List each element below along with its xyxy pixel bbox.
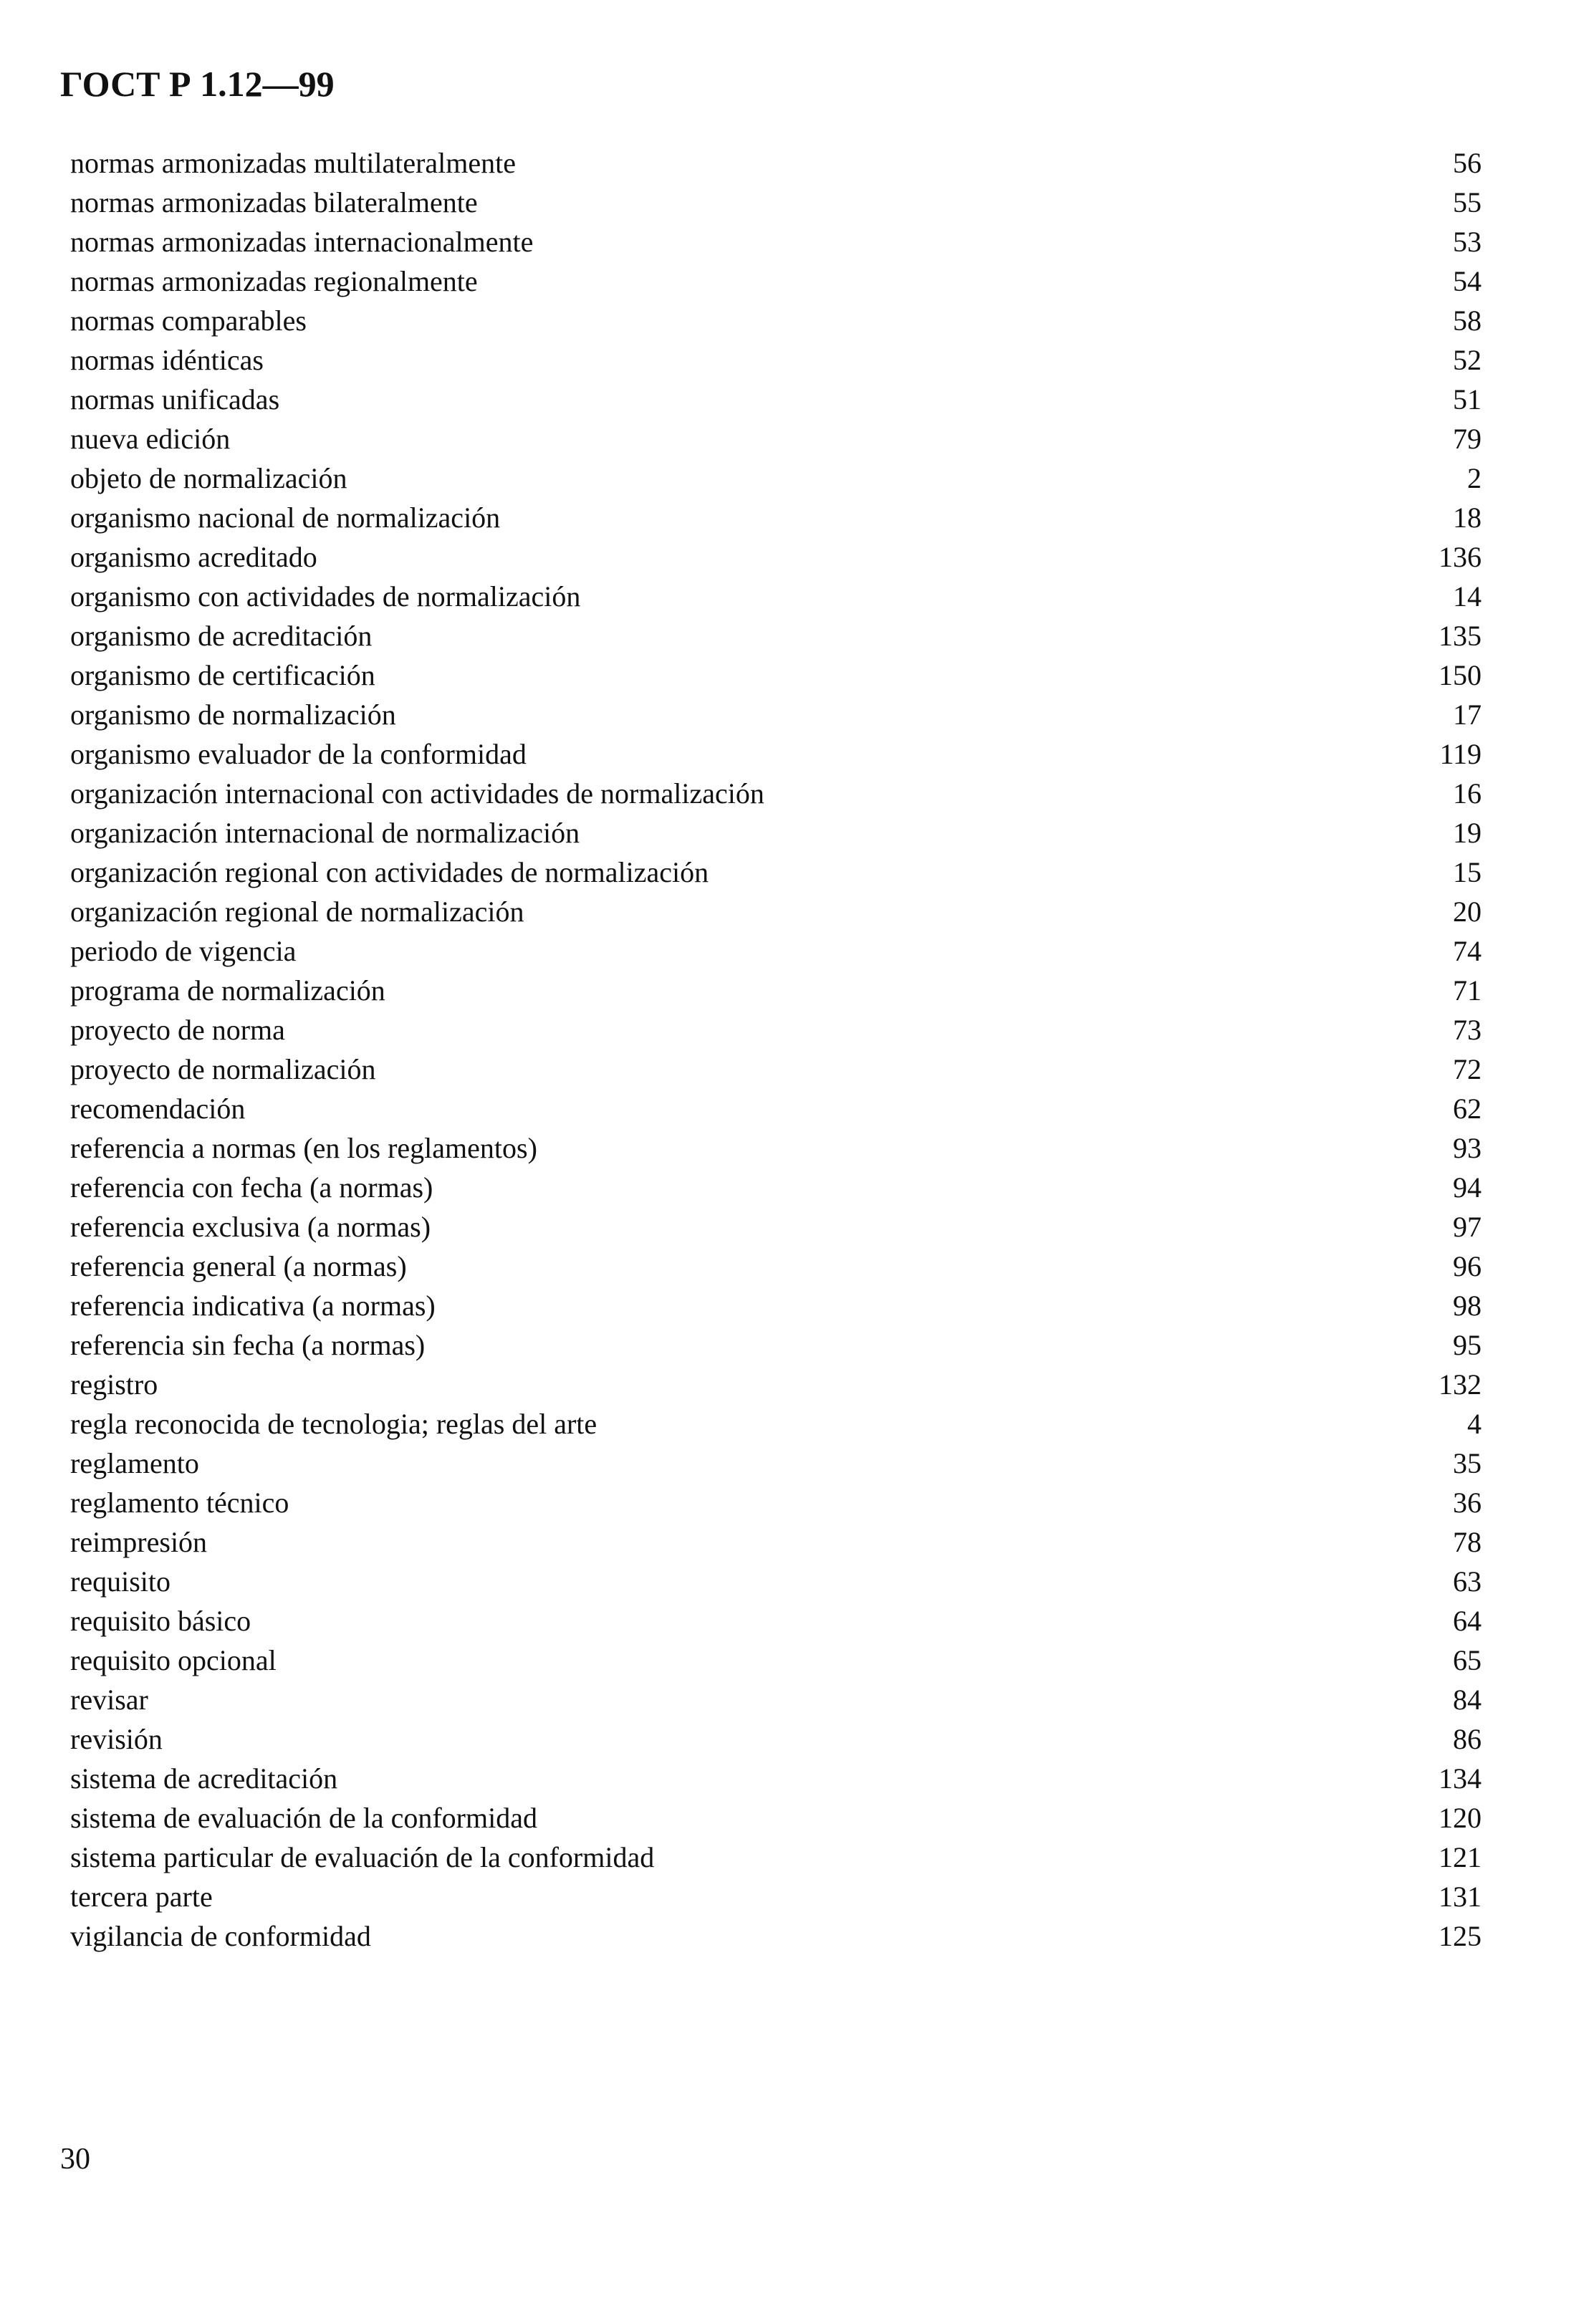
index-term: periodo de vigencia [70,935,297,967]
index-entry [70,380,1482,419]
index-number: 86 [1453,1723,1482,1755]
index-number: 125 [1439,1920,1482,1952]
index-entry [70,1483,1482,1522]
index-entry [70,1325,1482,1365]
index-entry [70,931,1482,971]
index-entry [70,616,1482,656]
index-number: 97 [1453,1211,1482,1243]
index-entry [70,222,1482,261]
index-number: 131 [1439,1881,1482,1913]
index-number: 119 [1439,738,1482,770]
index-number: 17 [1453,698,1482,731]
index-number: 71 [1453,974,1482,1007]
index-entry [70,1719,1482,1759]
index-entry [70,971,1482,1010]
page-header: ГОСТ Р 1.12—99 [60,64,335,104]
index-number: 74 [1453,935,1482,967]
index-entry [70,1286,1482,1325]
index-term: tercera parte [70,1881,213,1913]
index-entry [70,1601,1482,1641]
index-number: 18 [1453,501,1482,534]
index-term: objeto de normalización [70,462,347,494]
index-term: organismo nacional de normalización [70,501,501,534]
index-entry [70,537,1482,577]
index-number: 134 [1439,1762,1482,1795]
index-term: organización regional con actividades de normalización [70,856,709,888]
index-term: organización internacional con actividades de normalización [70,777,764,810]
index-term: revisar [70,1684,148,1716]
index-term: reimpresión [70,1526,208,1558]
index-term: referencia a normas (en los reglamentos) [70,1132,537,1164]
index-entry [70,1050,1482,1089]
index-entry [70,183,1482,222]
index-term: organización regional de normalización [70,895,524,928]
index-term: referencia sin fecha (a normas) [70,1329,426,1361]
page-number: 30 [60,2143,90,2176]
index-number: 36 [1453,1487,1482,1519]
index-entry [70,498,1482,537]
index-term: requisito opcional [70,1644,277,1676]
index-entry [70,1759,1482,1798]
index-entry [70,1089,1482,1128]
index-number: 55 [1453,186,1482,219]
index-number: 135 [1439,620,1482,652]
index-entry [70,261,1482,301]
index-term: requisito [70,1565,171,1598]
index-entry [70,419,1482,458]
index-entry [70,1128,1482,1168]
index-entry [70,1207,1482,1247]
index-entry [70,301,1482,340]
index-number: 84 [1453,1684,1482,1716]
index-entry [70,143,1482,183]
index-term: nueva edición [70,423,231,455]
index-term: revisión [70,1723,163,1755]
index-term: organismo de certificación [70,659,375,691]
index-number: 54 [1453,265,1482,297]
index-number: 62 [1453,1093,1482,1125]
index-term: organismo de acreditación [70,620,373,652]
index-entry [70,1877,1482,1916]
index-number: 14 [1453,580,1482,613]
index-number: 96 [1453,1250,1482,1282]
index-number: 132 [1439,1368,1482,1401]
index-number: 15 [1453,856,1482,888]
index-term: referencia general (a normas) [70,1250,407,1282]
index-entry [70,1916,1482,1956]
index-term: proyecto de normalización [70,1053,376,1085]
index-number: 79 [1453,423,1482,455]
index-term: recomendación [70,1093,246,1125]
index-number: 64 [1453,1605,1482,1637]
index-entry [70,1247,1482,1286]
index-term: referencia con fecha (a normas) [70,1171,433,1204]
index-number: 51 [1453,383,1482,416]
index-entry [70,1680,1482,1719]
index-entry [70,1838,1482,1877]
index-number: 73 [1453,1014,1482,1046]
index-entry [70,695,1482,734]
index-entry [70,1404,1482,1444]
index-entry [70,577,1482,616]
index-entry [70,774,1482,813]
index-number: 16 [1453,777,1482,810]
index-entry [70,340,1482,380]
index-number: 150 [1439,659,1482,691]
index-entry [70,1562,1482,1601]
index-term: programa de normalización [70,974,385,1007]
index-entry [70,1522,1482,1562]
index-term: normas armonizadas regionalmente [70,265,478,297]
index-number: 56 [1453,147,1482,179]
index-term: registro [70,1368,158,1401]
index-term: requisito básico [70,1605,251,1637]
index-number: 93 [1453,1132,1482,1164]
index-number: 4 [1467,1408,1482,1440]
index-entry [70,1010,1482,1050]
index-term: normas comparables [70,304,307,337]
index-number: 20 [1453,895,1482,928]
index-entry [70,1444,1482,1483]
index-entry [70,1365,1482,1404]
index-entry [70,1798,1482,1838]
index-number: 136 [1439,541,1482,573]
index-term: sistema de evaluación de la conformidad [70,1802,537,1834]
index-term: referencia exclusiva (a normas) [70,1211,431,1243]
index-term: sistema de acreditación [70,1762,338,1795]
index-term: organismo acreditado [70,541,317,573]
index-term: normas idénticas [70,344,264,376]
index-term: normas unificadas [70,383,280,416]
index-entry [70,1168,1482,1207]
index-entry [70,458,1482,498]
index-number: 94 [1453,1171,1482,1204]
index-number: 35 [1453,1447,1482,1479]
index-term: normas armonizadas bilateralmente [70,186,478,219]
index-term: sistema particular de evaluación de la conformidad [70,1841,655,1873]
index-term: vigilancia de conformidad [70,1920,371,1952]
index-number: 63 [1453,1565,1482,1598]
index-number: 2 [1467,462,1482,494]
index-term: normas armonizadas multilateralmente [70,147,516,179]
index-number: 53 [1453,226,1482,258]
index-entry [70,813,1482,853]
index-term: proyecto de norma [70,1014,285,1046]
index-term: regla reconocida de tecnologia; reglas del arte [70,1408,597,1440]
index-entry [70,892,1482,931]
index-term: reglamento técnico [70,1487,289,1519]
index-number: 98 [1453,1290,1482,1322]
index-number: 65 [1453,1644,1482,1676]
index-term: organismo evaluador de la conformidad [70,738,527,770]
index-term: reglamento [70,1447,199,1479]
index-list [70,143,1482,1956]
index-number: 58 [1453,304,1482,337]
index-term: normas armonizadas internacionalmente [70,226,534,258]
index-entry [70,1641,1482,1680]
index-entry [70,853,1482,892]
index-number: 78 [1453,1526,1482,1558]
index-term: organismo con actividades de normalización [70,580,581,613]
index-term: referencia indicativa (a normas) [70,1290,436,1322]
index-term: organización internacional de normalización [70,817,580,849]
index-entry [70,656,1482,695]
index-number: 95 [1453,1329,1482,1361]
index-number: 52 [1453,344,1482,376]
index-number: 121 [1439,1841,1482,1873]
index-entry [70,734,1482,774]
index-number: 72 [1453,1053,1482,1085]
index-number: 19 [1453,817,1482,849]
index-number: 120 [1439,1802,1482,1834]
index-term: organismo de normalización [70,698,396,731]
